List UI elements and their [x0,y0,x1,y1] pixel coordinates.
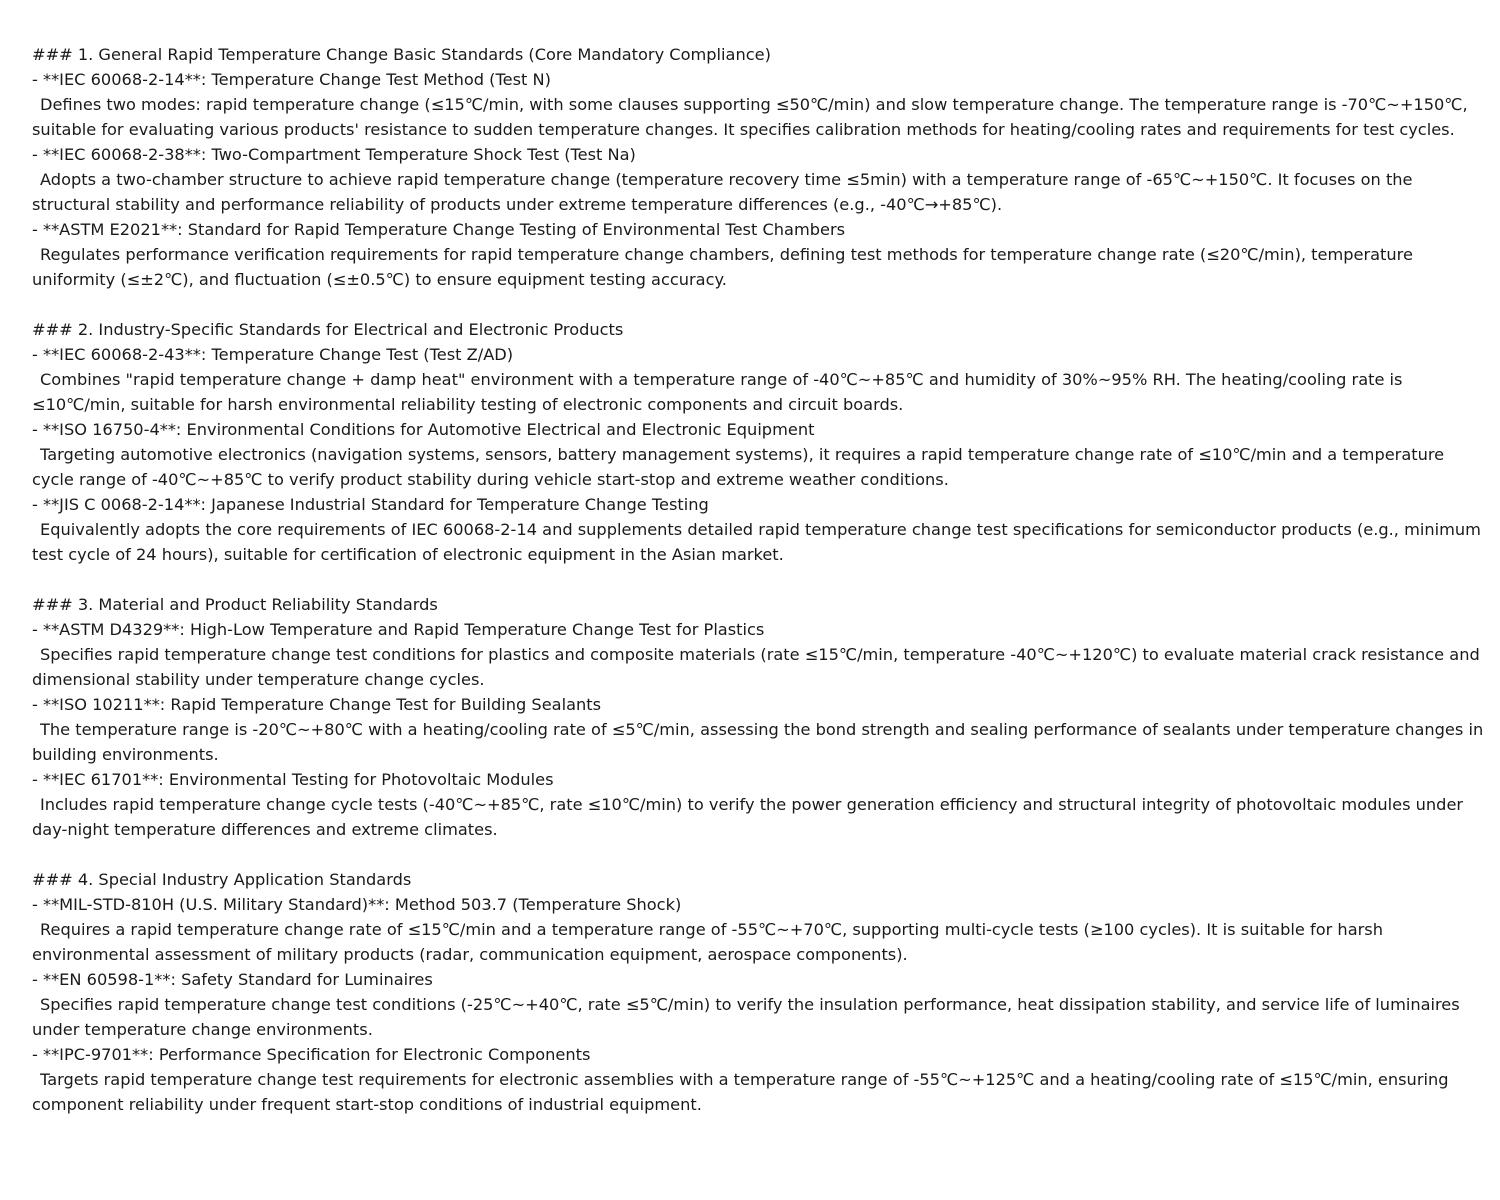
standard-title: - **IEC 60068-2-14**: Temperature Change Test Method (Test N) [32,70,551,89]
standard-description: Equivalently adopts the core requirements of IEC 60068-2-14 and supplements detailed rapid temperature change test specifications for semiconductor products (e.g., minimum test cycle of 24 hours), suitable for certification of electronic equipment in the Asian market. [32,520,1481,564]
standard-description: The temperature range is -20℃~+80℃ with a heating/cooling rate of ≤5℃/min, assessing the bond strength and sealing performance of sealants under temperature changes in building environments. [32,720,1484,764]
standard-description: Specifies rapid temperature change test conditions (-25℃~+40℃, rate ≤5℃/min) to verify the insulation performance, heat dissipation stability, and service life of luminaires under temperature change environments. [32,995,1460,1039]
standard-title: - **ISO 16750-4**: Environmental Conditions for Automotive Electrical and Electronic Equipment [32,420,815,439]
standard-description: Defines two modes: rapid temperature change (≤15℃/min, with some clauses supporting ≤50℃/min) and slow temperature change. The temperature range is -70℃~+150℃, suitable for evaluating various products' resistance to sudden temperature changes. It specifies calibration methods for heating/cooling rates and requirements for test cycles. [32,95,1468,139]
standard-description: Regulates performance verification requirements for rapid temperature change chambers, defining test methods for temperature change rate (≤20℃/min), temperature uniformity (≤±2℃), and fluctuation (≤±0.5℃) to ensure equipment testing accuracy. [32,245,1413,289]
standard-description: Includes rapid temperature change cycle tests (-40℃~+85℃, rate ≤10℃/min) to verify the power generation efficiency and structural integrity of photovoltaic modules under day-night temperature differences and extreme climates. [32,795,1464,839]
standard-description: Combines "rapid temperature change + damp heat" environment with a temperature range of -40℃~+85℃ and humidity of 30%~95% RH. The heating/cooling rate is ≤10℃/min, suitable for harsh environmental reliability testing of electronic components and circuit boards. [32,370,1403,414]
standard-title: - **MIL-STD-810H (U.S. Military Standard)**: Method 503.7 (Temperature Shock) [32,895,682,914]
standard-title: - **EN 60598-1**: Safety Standard for Luminaires [32,970,433,989]
document-body [32,42,1484,1142]
standard-title: - **IEC 60068-2-43**: Temperature Change Test (Test Z/AD) [32,345,514,364]
standard-title: - **ISO 10211**: Rapid Temperature Change Test for Building Sealants [32,695,602,714]
section-2 [32,317,1484,567]
section-3 [32,592,1484,842]
section-1 [32,42,1484,292]
standard-description: Targets rapid temperature change test requirements for electronic assemblies with a temperature range of -55℃~+125℃ and a heating/cooling rate of ≤15℃/min, ensuring component reliability under frequent start-stop conditions of industrial equipment. [32,1070,1449,1114]
section-heading: ### 2. Industry-Specific Standards for Electrical and Electronic Products [32,320,624,339]
standard-description: Requires a rapid temperature change rate of ≤15℃/min and a temperature range of -55℃~+70℃, supporting multi-cycle tests (≥100 cycles). It is suitable for harsh environmental assessment of military products (radar, communication equipment, aerospace components). [32,920,1383,964]
standard-title: - **JIS C 0068-2-14**: Japanese Industrial Standard for Temperature Change Testing [32,495,709,514]
standard-title: - **ASTM D4329**: High-Low Temperature and Rapid Temperature Change Test for Plastics [32,620,765,639]
standard-title: - **IPC-9701**: Performance Specification for Electronic Components [32,1045,591,1064]
section-heading: ### 3. Material and Product Reliability Standards [32,595,438,614]
standard-description: Targeting automotive electronics (navigation systems, sensors, battery management systems), it requires a rapid temperature change rate of ≤10℃/min and a temperature cycle range of -40℃~+85℃ to verify product stability during vehicle start-stop and extreme weather conditions. [32,445,1445,489]
standard-description: Adopts a two-chamber structure to achieve rapid temperature change (temperature recovery time ≤5min) with a temperature range of -65℃~+150℃. It focuses on the structural stability and performance reliability of products under extreme temperature differences (e.g., -40℃→+85℃). [32,170,1413,214]
section-4 [32,867,1484,1117]
standard-title: - **IEC 61701**: Environmental Testing for Photovoltaic Modules [32,770,554,789]
standard-title: - **ASTM E2021**: Standard for Rapid Temperature Change Testing of Environmental Test Chambers [32,220,846,239]
standard-description: Specifies rapid temperature change test conditions for plastics and composite materials (rate ≤15℃/min, temperature -40℃~+120℃) to evaluate material crack resistance and dimensional stability under temperature change cycles. [32,645,1480,689]
standard-title: - **IEC 60068-2-38**: Two-Compartment Temperature Shock Test (Test Na) [32,145,636,164]
section-heading: ### 1. General Rapid Temperature Change Basic Standards (Core Mandatory Compliance) [32,45,771,64]
section-heading: ### 4. Special Industry Application Standards [32,870,412,889]
